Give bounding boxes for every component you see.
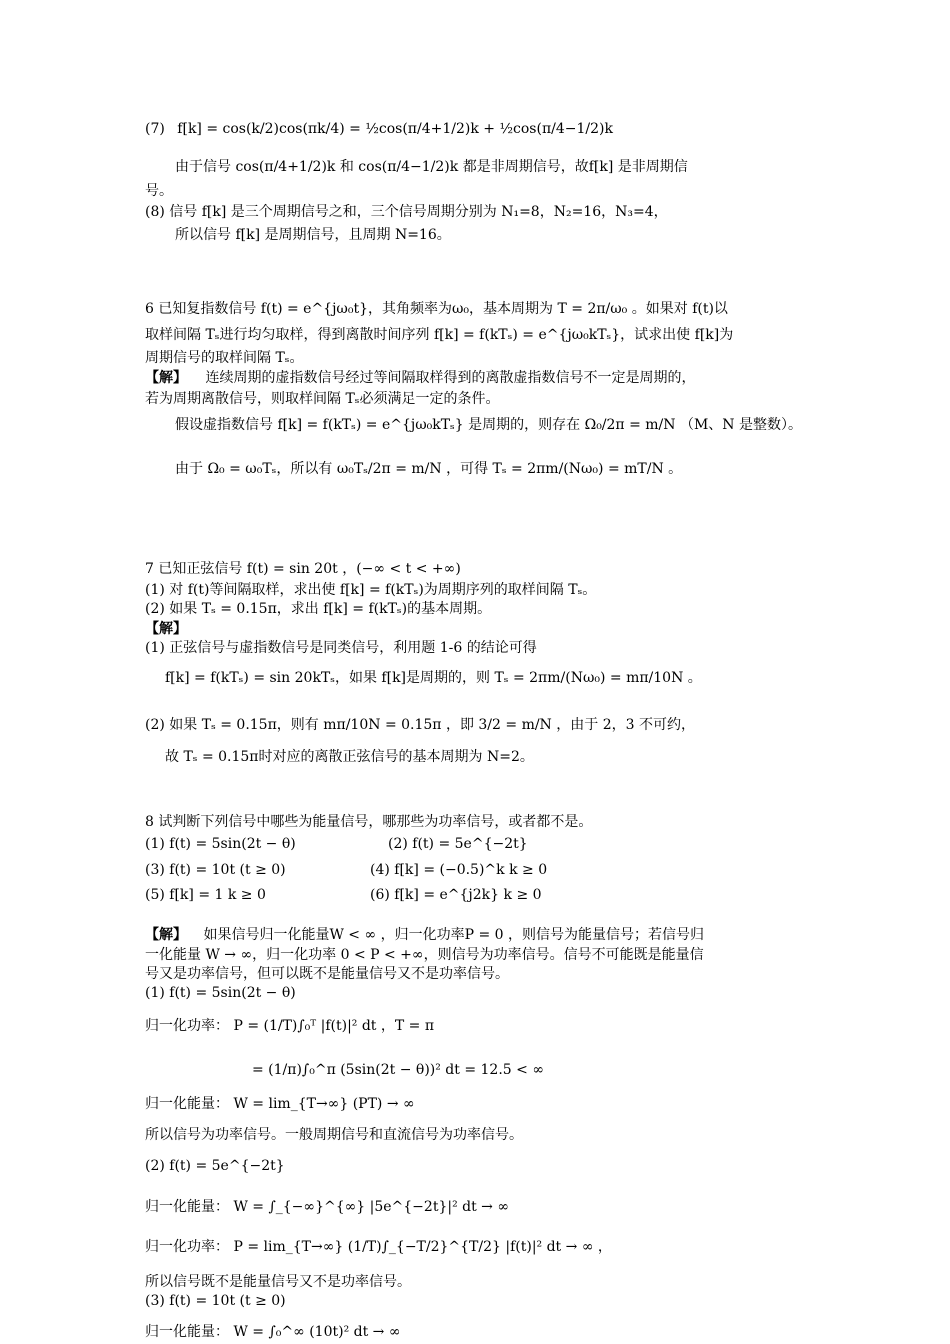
q7-line2: (1) 对 f(t)等间隔取样，求出使 f[k] = f(kTₛ)为周期序列的取样间隔 Tₛ。 <box>145 582 597 598</box>
q6-solution-line2: 若为周期离散信号，则取样间隔 Tₛ必须满足一定的条件。 <box>145 391 500 407</box>
p7-formula-line <box>145 120 613 138</box>
q8-s2-power: 归一化功率： P = lim_{T→∞} (1/T)∫_{−T/2}^{T/2} |f(t)|² dt → ∞ ， <box>145 1239 612 1255</box>
q8-s3-energy: 归一化能量： W = ∫₀^∞ (10t)² dt → ∞ <box>145 1324 401 1340</box>
q7-line3: (2) 如果 Tₛ = 0.15π，求出 f[k] = f(kTₛ)的基本周期。 <box>145 601 492 617</box>
q8-line1: 8 试判断下列信号中哪些为能量信号，哪那些为功率信号，或者都不是。 <box>145 814 593 830</box>
q8-item-5: (5) f[k] = 1 k ≥ 0 <box>145 887 266 903</box>
q8-s2-head: (2) f(t) = 5e^{−2t} <box>145 1158 285 1174</box>
p8-line1: (8) 信号 f[k] 是三个周期信号之和，三个信号周期分别为 N₁=8，N₂=16，N₃=4， <box>145 204 668 220</box>
p7-line2: 由于信号 cos(π/4+1/2)k 和 cos(π/4−1/2)k 都是非周期信号，故f[k] 是非周期信 <box>175 159 688 175</box>
q8-s1-conclusion: 所以信号为功率信号。一般周期信号和直流信号为功率信号。 <box>145 1127 523 1143</box>
q8-item-2: (2) f(t) = 5e^{−2t} <box>388 836 528 852</box>
q6-solution-line1 <box>145 369 695 387</box>
q8-solution-line2: 一化能量 W → ∞，归一化功率 0 < P < +∞，则信号为功率信号。信号不可能既是能量信 <box>145 947 704 963</box>
q6-line2: 取样间隔 Tₛ进行均匀取样，得到离散时间序列 f[k] = f(kTₛ) = e^{jω₀kTₛ}，试求出使 f[k]为 <box>145 327 734 343</box>
q8-solution-text1: 如果信号归一化能量W < ∞ ，归一化功率P = 0 ，则信号为能量信号；若信号归 <box>203 927 704 943</box>
q8-solution-line1 <box>145 926 704 944</box>
q8-item-6: (6) f[k] = e^{j2k} k ≥ 0 <box>370 887 542 903</box>
q7-solution-line2: f[k] = f(kTₛ) = sin 20kTₛ，如果 f[k]是周期的，则 Tₛ = 2πm/(Nω₀) = mπ/10N 。 <box>165 670 702 686</box>
q7-solution-line4: 故 Tₛ = 0.15π时对应的离散正弦信号的基本周期为 N=2。 <box>165 749 534 765</box>
q6-solution-line3: 假设虚指数信号 f[k] = f(kTₛ) = e^{jω₀kTₛ} 是周期的，则存在 Ω₀/2π = m/N （M、N 是整数）。 <box>175 417 802 433</box>
q8-s2-conclusion: 所以信号既不是能量信号又不是功率信号。 <box>145 1274 411 1290</box>
q8-solution-tag: 【解】 <box>145 927 187 943</box>
q8-item-1: (1) f(t) = 5sin(2t − θ) <box>145 836 296 852</box>
q7-solution-line3: (2) 如果 Tₛ = 0.15π，则有 mπ/10N = 0.15π ，即 3/2 = m/N ，由于 2，3 不可约， <box>145 717 695 733</box>
q6-line3: 周期信号的取样间隔 Tₛ。 <box>145 350 304 366</box>
p7-formula: f[k] = cos(k/2)cos(πk/4) = ½cos(π/4+1/2)k + ½cos(π/4−1/2)k <box>177 121 613 137</box>
q8-solution-line3: 号又是功率信号，但可以既不是能量信号又不是功率信号。 <box>145 966 509 982</box>
q7-solution-tag: 【解】 <box>145 621 187 637</box>
q7-line1: 7 已知正弦信号 f(t) = sin 20t ，(−∞ < t < +∞) <box>145 561 461 577</box>
q8-s1-power: 归一化功率： P = (1/T)∫₀ᵀ |f(t)|² dt ，T = π <box>145 1018 435 1034</box>
q6-solution-tag: 【解】 <box>145 370 187 386</box>
q8-s2-energy: 归一化能量： W = ∫_{−∞}^{∞} |5e^{−2t}|² dt → ∞ <box>145 1199 510 1215</box>
q6-solution-line4: 由于 Ω₀ = ω₀Tₛ，所以有 ω₀Tₛ/2π = m/N ，可得 Tₛ = 2πm/(Nω₀) = mT/N 。 <box>175 461 683 477</box>
q7-solution-line1: (1) 正弦信号与虚指数信号是同类信号，利用题 1-6 的结论可得 <box>145 640 537 656</box>
q8-item-3: (3) f(t) = 10t (t ≥ 0) <box>145 862 286 878</box>
q6-solution-text1: 连续周期的虚指数信号经过等间隔取样得到的离散虚指数信号不一定是周期的， <box>205 370 696 386</box>
q8-s3-head: (3) f(t) = 10t (t ≥ 0) <box>145 1293 286 1309</box>
q8-s1-power2: = (1/π)∫₀^π (5sin(2t − θ))² dt = 12.5 < ∞ <box>252 1062 544 1078</box>
q6-line1: 6 已知复指数信号 f(t) = e^{jω₀t}，其角频率为ω₀，基本周期为 T = 2π/ω₀ 。如果对 f(t)以 <box>145 301 728 317</box>
q8-s1-energy: 归一化能量： W = lim_{T→∞} (PT) → ∞ <box>145 1096 415 1112</box>
p8-line2: 所以信号 f[k] 是周期信号，且周期 N=16。 <box>175 227 451 243</box>
p7-label: (7) <box>145 121 165 137</box>
p7-line3: 号。 <box>145 183 173 199</box>
q8-s1-head: (1) f(t) = 5sin(2t − θ) <box>145 985 296 1001</box>
q8-item-4: (4) f[k] = (−0.5)^k k ≥ 0 <box>370 862 548 878</box>
